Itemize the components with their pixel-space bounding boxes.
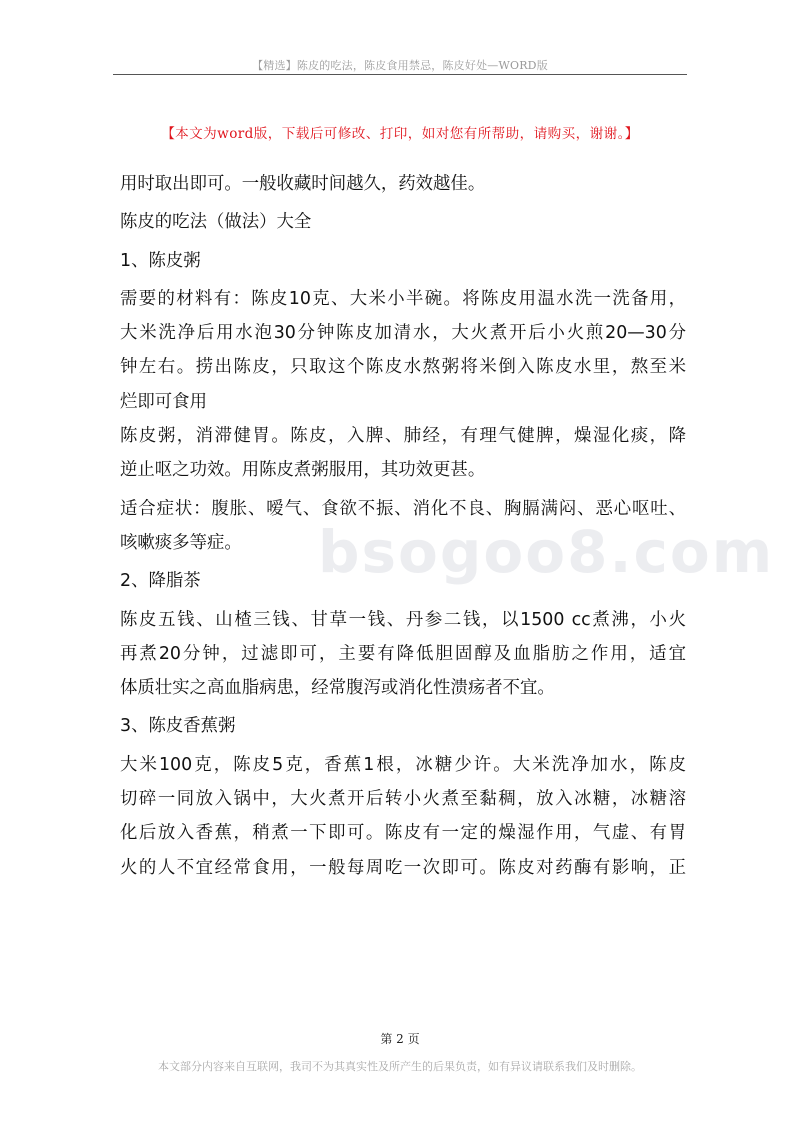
paragraph-storage-note [120,167,686,201]
header-divider [113,74,687,75]
text-line: 用时取出即可。一般收藏时间越久，药效越佳。 [120,174,486,194]
running-header: 【精选】陈皮的吃法，陈皮食用禁忌，陈皮好处—WORD版 [252,59,548,72]
paragraph-congee-effect [120,419,686,488]
text-line: 烂即可食用 [120,391,207,412]
text-line: 3、陈皮香蕉粥 [120,716,236,737]
recipe-heading-lipid-tea [120,564,686,598]
watermark: bsogoo8.com [318,518,775,586]
text-line: 1、陈皮粥 [120,250,201,271]
footer-disclaimer: 本文部分内容来自互联网，我司不为其真实性及所产生的后果负责，如有异议请联系我们及时删除。 [158,1060,642,1073]
text-line: 火的人不宜经常食用，一般每周吃一次即可。陈皮对药酶有影响，正 [120,857,686,878]
page-number: 第 2 页 [380,1032,420,1046]
document-body [120,167,686,885]
paragraph-lipid-tea [120,603,686,706]
text-line: 钟左右。捞出陈皮，只取这个陈皮水熬粥将米倒入陈皮水里，熬至米 [120,357,686,378]
recipe-heading-congee [120,244,686,278]
purchase-notice: 【本文为word版，下载后可修改、打印，如对您有所帮助，请购买，谢谢。】 [161,126,639,142]
text-line: 再煮20分钟，过滤即可，主要有降低胆固醇及血脂肪之作用，适宜 [120,643,686,664]
text-line: 陈皮五钱、山楂三钱、甘草一钱、丹参二钱，以1500 cc煮沸，小火 [120,609,686,630]
text-line: 化后放入香蕉，稍煮一下即可。陈皮有一定的燥湿作用，气虚、有胃 [120,823,686,844]
text-line: 需要的材料有：陈皮10克、大米小半碗。将陈皮用温水洗一洗备用， [120,288,686,309]
paragraph-congee-method [120,282,686,419]
text-line: 2、降脂茶 [120,571,201,592]
text-line: 陈皮的吃法（做法）大全 [120,212,312,233]
text-line: 大米100克，陈皮5克，香蕉1根，冰糖少许。大米洗净加水，陈皮 [120,754,686,775]
paragraph-banana-congee [120,748,686,885]
text-line: 切碎一同放入锅中，大火煮开后转小火煮至黏稠，放入冰糖，冰糖溶 [120,789,686,810]
text-line: 逆止呕之功效。用陈皮煮粥服用，其功效更甚。 [120,460,486,481]
recipe-heading-banana-congee [120,709,686,743]
section-heading-recipes [120,205,686,239]
text-line: 咳嗽痰多等症。 [120,532,242,553]
text-line: 大米洗净后用水泡30分钟陈皮加清水，大火煮开后小火煎20—30分 [120,323,686,344]
paragraph-symptoms [120,492,686,561]
text-line: 陈皮粥，消滞健胃。陈皮，入脾、肺经，有理气健脾，燥湿化痰，降 [120,426,686,447]
text-line: 体质壮实之高血脂病患，经常腹泻或消化性溃疡者不宜。 [120,678,555,699]
text-line: 适合症状：腹胀、嗳气、食欲不振、消化不良、胸膈满闷、恶心呕吐、 [120,498,686,519]
